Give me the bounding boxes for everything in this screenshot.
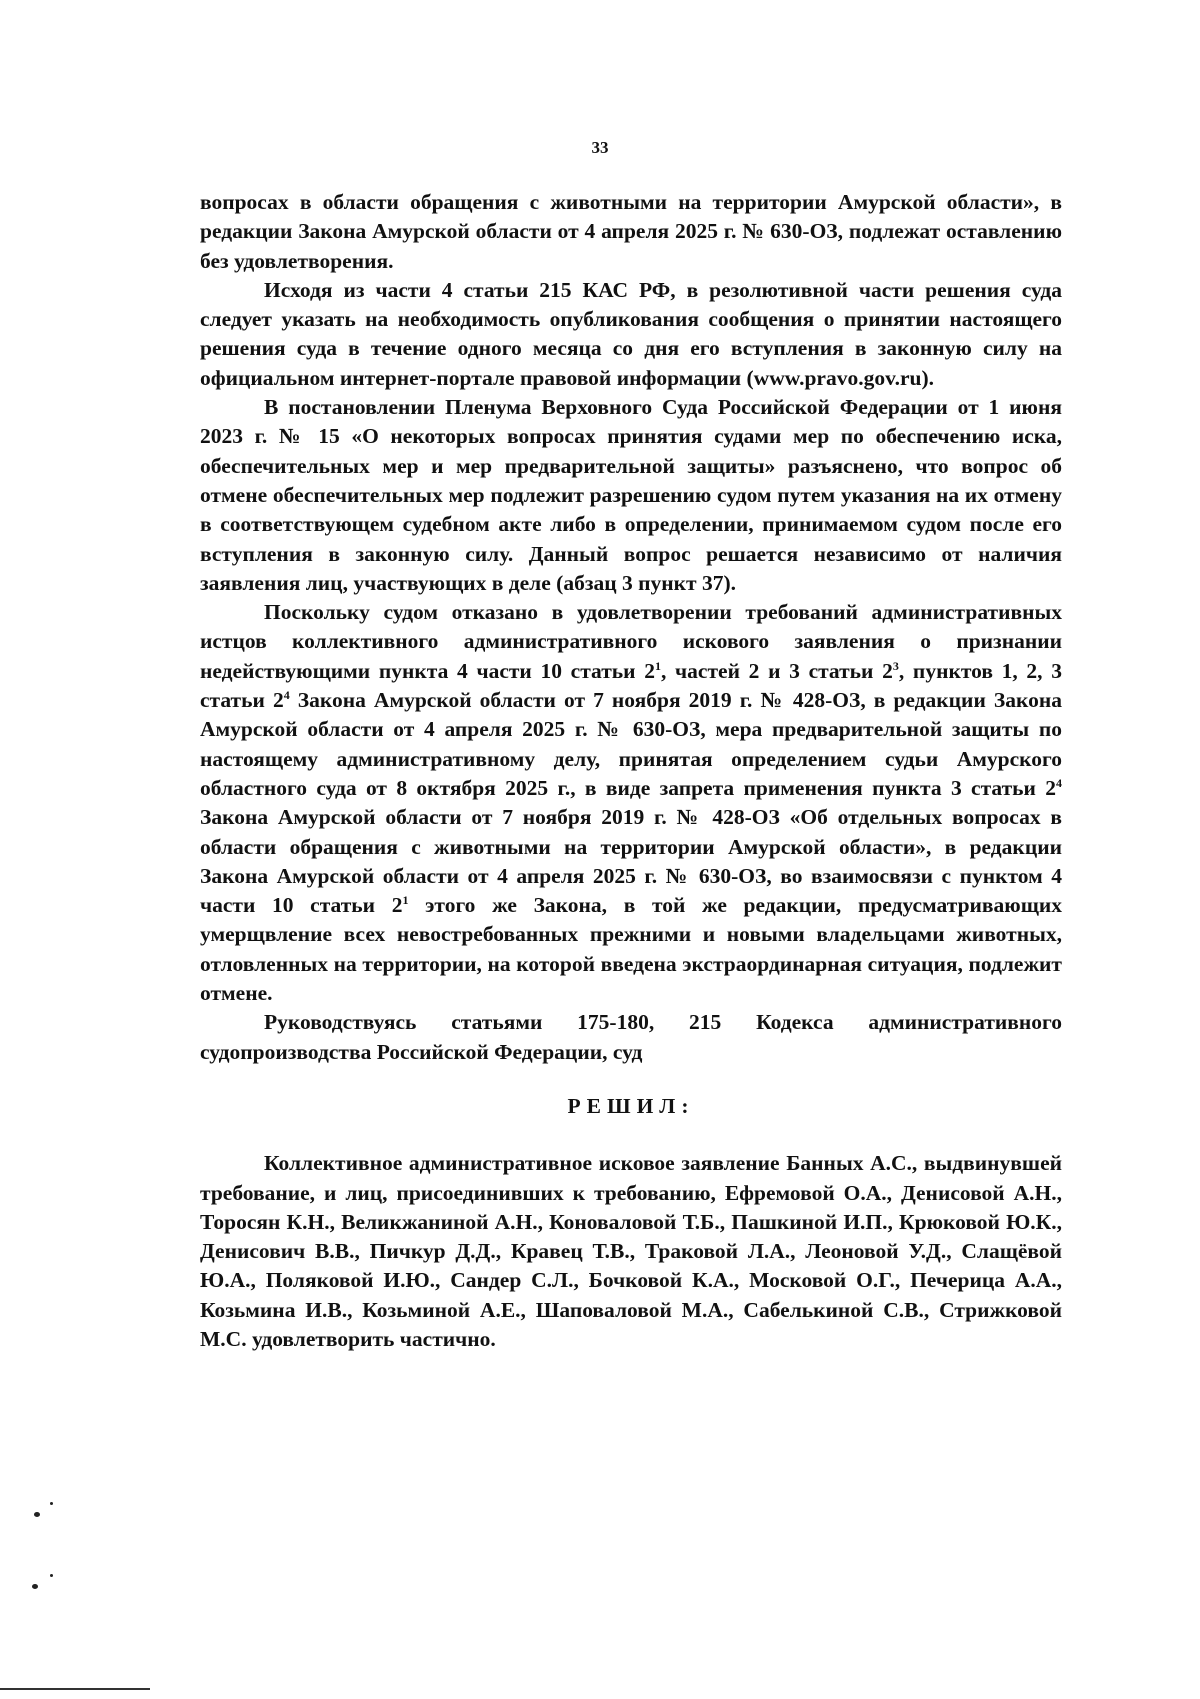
scan-speck [32,1584,38,1589]
paragraph-interim-measure [200,598,1062,1008]
scan-speck [50,1502,53,1505]
text-segment: , частей 2 и 3 статьи 2 [661,658,893,683]
page-number: 33 [591,138,609,157]
decision-heading: РЕШИЛ: [567,1093,695,1118]
superscript: 3 [892,658,899,673]
paragraph-continuation: вопросах в области обращения с животными на территории Амурской области», в редакции Закона Амурской области от 4 апреля 2025 г. № 630-ОЗ, подлежат оставлению без удовлетворения. [200,190,1062,273]
text-segment: Закона Амурской области от 7 ноября 2019 г. № 428-ОЗ «Об отдельных вопросах в области обращения с животными на территории Амурской области», в редакции Закона Амурской области от 4 апреля 2025 г. № 630-ОЗ, во взаимосвязи с пунктом 4 части 10 статьи 2 [200,805,1062,918]
text-segment: Закона Амурской области от 7 ноября 2019 г. № 428-ОЗ, в редакции Закона Амурской области от 4 апреля 2025 г. № 630-ОЗ, мера предварительной защиты по настоящему административному делу, принятая определением судьи Амурского областного суда от 8 октября 2025 г., в виде запрета применения пункта 3 статьи 2 [200,688,1062,800]
superscript: 4 [283,687,290,702]
paragraph-guided-by: Руководствуясь статьями 175-180, 215 Кодекса административного судопроизводства Российской Федерации, суд [200,1010,1062,1064]
text-segment: этого же Закона, в той же редакции, предусматривающих умерщвление всех невостребованных прежними и новыми владельцами животных, отловленных на территории, на которой введена экстраординарная ситуация, подлежит отмене. [200,893,1063,1006]
superscript: 1 [402,892,409,907]
text-segment: Поскольку судом отказано в удовлетворении требований административных истцов коллективного административного искового заявления о признании недействующими пункта 4 части 10 статьи 2 [200,600,1062,683]
paragraph-plenum: В постановлении Пленума Верховного Суда Российской Федерации от 1 июня 2023 г. № 15 «О некоторых вопросах принятия судами мер по обеспечению иска, обеспечительных мер и мер предварительной защиты» разъяснено, что вопрос об отмене обеспечительных мер подлежит разрешению судом путем указания на их отмену в соответствующем судебном акте либо в определении, принимаемом судом после его вступления в законную силу. Данный вопрос решается независимо от наличия заявления лиц, участвующих в деле (абзац 3 пункт 37). [200,395,1062,595]
document-body [200,188,1062,1354]
paragraph-publication: Исходя из части 4 статьи 215 КАС РФ, в резолютивной части решения суда следует указать на необходимость опубликования сообщения о принятии настоящего решения суда в течение одного месяца со дня его вступления в законную силу на официальном интернет-портале правовой информации (www.pravo.gov.ru). [200,277,1062,390]
scan-edge-line [0,1688,150,1690]
scan-speck [50,1574,53,1577]
superscript: 4 [1056,775,1062,790]
superscript: 1 [655,658,661,673]
text-segment: , пунктов 1, 2, 3 статьи 2 [200,658,1062,713]
scan-speck [34,1512,40,1517]
paragraph-decision: Коллективное административное исковое заявление Банных А.С., выдвинувшей требование, и лиц, присоединивших к требованию, Ефремовой О.А., Денисовой А.Н., Торосян К.Н., Великжаниной А.Н., Коноваловой Т.Б., Пашкиной И.П., Крюковой Ю.К., Денисович В.В., Пичкур Д.Д., Кравец Т.В., Траковой Л.А., Леоновой У.Д., Слащёвой Ю.А., Поляковой И.Ю., Сандер С.Л., Бочковой К.А., Московой О.Г., Печерица А.А., Козьмина И.В., Козьминой А.Е., Шаповаловой М.А., Сабелькиной С.В., Стрижковой М.С. удовлетворить частично. [200,1151,1062,1351]
